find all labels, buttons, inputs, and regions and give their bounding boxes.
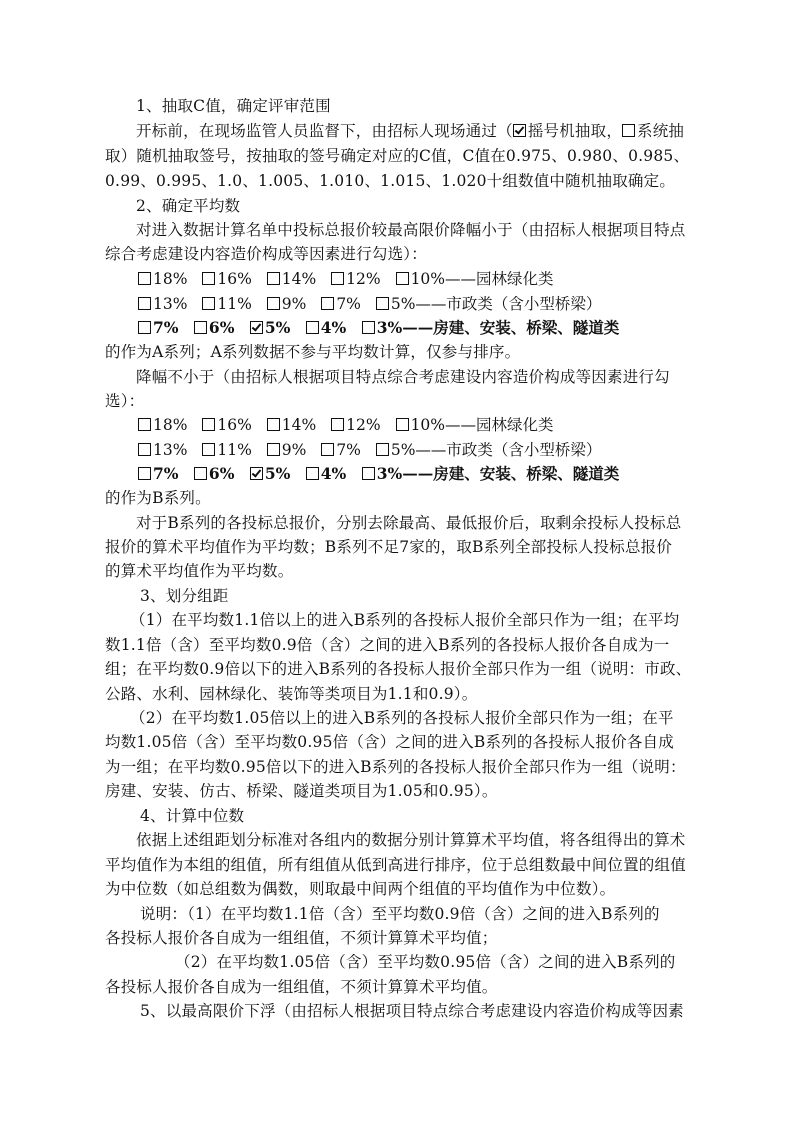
heading-3: 3、划分组距 bbox=[140, 587, 229, 605]
paragraph-line: 对于B系列的各投标总报价，分别去除最高、最低报价后，取剩余投标人投标总 bbox=[136, 514, 682, 532]
paragraph-line: 数1.1倍（含）至平均数0.9倍（含）之间的进入B系列的各投标人报价各自成为一 bbox=[105, 636, 670, 654]
paragraph-line: 0.99、0.995、1.0、1.005、1.010、1.015、1.020十组数值中随机抽取确定。 bbox=[105, 172, 676, 190]
checkbox[interactable] bbox=[306, 467, 319, 480]
option[interactable]: 12% bbox=[331, 269, 380, 289]
paragraph-line: 各投标人报价各自成为一组组值，不须计算算术平均值； bbox=[105, 929, 498, 947]
checkbox[interactable] bbox=[362, 321, 375, 334]
option[interactable]: 5% bbox=[250, 464, 291, 484]
checkbox[interactable] bbox=[267, 272, 280, 285]
option[interactable]: 18% bbox=[138, 269, 187, 289]
paragraph-line: 均数1.05倍（含）至平均数0.95倍（含）之间的进入B系列的各投标人报价各自成 bbox=[105, 733, 674, 751]
option-row-a3 bbox=[138, 318, 629, 338]
option[interactable]: 3%——房建、安装、桥梁、隧道类 bbox=[362, 464, 620, 484]
option[interactable]: 13% bbox=[138, 294, 187, 314]
option[interactable]: 13% bbox=[138, 440, 187, 460]
paragraph-line: 组；在平均数0.9倍以下的进入B系列的各投标人报价全部只作为一组（说明：市政、 bbox=[105, 660, 692, 678]
paragraph-line: 报价的算术平均值作为平均数；B系列不足7家的，取B系列全部投标人投标总报价 bbox=[105, 538, 673, 556]
checkbox[interactable] bbox=[138, 297, 151, 310]
paragraph-line: 依据上述组距划分标准对各组内的数据分别计算算术平均值，将各组得出的算术 bbox=[136, 831, 686, 849]
option[interactable]: 9% bbox=[267, 294, 307, 314]
heading-1: 1、抽取C值，确定评审范围 bbox=[136, 97, 331, 115]
paragraph-line: 各投标人报价各自成为一组组值，不须计算算术平均值。 bbox=[105, 978, 498, 996]
checkbox[interactable] bbox=[138, 443, 151, 456]
checkbox[interactable] bbox=[331, 418, 344, 431]
paragraph-line: 取）随机抽取签号，按抽取的签号确定对应的C值，C值在0.975、0.980、0.985、 bbox=[105, 147, 690, 165]
paragraph-line: 开标前，在现场监管人员监督下，由招标人现场通过（ 摇号机抽取， 系统抽 bbox=[136, 122, 685, 140]
option[interactable]: 5%——市政类（含小型桥梁） bbox=[376, 294, 602, 314]
heading-2: 2、确定平均数 bbox=[136, 197, 241, 215]
paragraph-line: 综合考虑建设内容造价构成等因素进行勾选）： bbox=[105, 245, 427, 263]
option[interactable]: 7% bbox=[321, 294, 361, 314]
checkbox[interactable] bbox=[138, 272, 151, 285]
heading-5: 5、以最高限价下浮（由招标人根据项目特点综合考虑建设内容造价构成等因素 bbox=[140, 1002, 684, 1020]
paragraph-line: 降幅不小于（由招标人根据项目特点综合考虑建设内容造价构成等因素进行勾 bbox=[136, 368, 670, 386]
option[interactable]: 7% bbox=[321, 440, 361, 460]
option[interactable]: 10%——园林绿化类 bbox=[396, 415, 554, 435]
paragraph-line: （2）在平均数1.05倍（含）至平均数0.95倍（含）之间的进入B系列的 bbox=[175, 953, 676, 971]
option[interactable]: 6% bbox=[194, 464, 235, 484]
paragraph-line: 房建、安装、仿古、桥梁、隧道类项目为1.05和0.95）。 bbox=[105, 782, 498, 800]
checkbox[interactable] bbox=[396, 418, 409, 431]
option[interactable]: 11% bbox=[202, 294, 251, 314]
checkbox[interactable] bbox=[267, 443, 280, 456]
checkbox-lottery-machine[interactable] bbox=[513, 124, 526, 137]
heading-4: 4、计算中位数 bbox=[140, 807, 245, 825]
checkbox[interactable] bbox=[138, 467, 151, 480]
paragraph-line: 平均值作为本组的组值，所有组值从低到高进行排序，位于总组数最中间位置的组值 bbox=[105, 856, 686, 874]
option[interactable]: 7% bbox=[138, 464, 179, 484]
paragraph-line: （1）在平均数1.1倍以上的进入B系列的各投标人报价全部只作为一组；在平均 bbox=[130, 611, 680, 629]
option[interactable]: 7% bbox=[138, 318, 179, 338]
checkbox[interactable] bbox=[202, 297, 215, 310]
paragraph-line: 的作为B系列。 bbox=[105, 489, 211, 507]
checkbox[interactable] bbox=[321, 443, 334, 456]
option[interactable]: 4% bbox=[306, 318, 347, 338]
checkbox[interactable] bbox=[138, 418, 151, 431]
paragraph-line: 的算术平均值作为平均数。 bbox=[105, 562, 294, 580]
option[interactable]: 4% bbox=[306, 464, 347, 484]
checkbox[interactable] bbox=[267, 418, 280, 431]
option[interactable]: 12% bbox=[331, 415, 380, 435]
option[interactable]: 9% bbox=[267, 440, 307, 460]
checkbox[interactable] bbox=[138, 321, 151, 334]
option[interactable]: 16% bbox=[202, 269, 251, 289]
checkbox[interactable] bbox=[321, 297, 334, 310]
checkbox[interactable] bbox=[306, 321, 319, 334]
checkbox-checked[interactable] bbox=[250, 467, 263, 480]
option[interactable]: 3%——房建、安装、桥梁、隧道类 bbox=[362, 318, 620, 338]
paragraph-line: 选）： bbox=[105, 392, 145, 410]
paragraph-line: 公路、水利、园林绿化、装饰等类项目为1.1和0.9）。 bbox=[105, 685, 478, 703]
paragraph-line: 对进入数据计算名单中投标总报价较最高限价降幅小于（由招标人根据项目特点 bbox=[136, 221, 686, 239]
option[interactable]: 11% bbox=[202, 440, 251, 460]
checkbox-system-draw[interactable] bbox=[622, 124, 635, 137]
option-row-a1 bbox=[138, 269, 564, 289]
checkbox[interactable] bbox=[331, 272, 344, 285]
option-row-b1 bbox=[138, 415, 564, 435]
option-row-a2 bbox=[138, 294, 611, 314]
checkbox[interactable] bbox=[194, 467, 207, 480]
paragraph-line: 的作为A系列；A系列数据不参与平均数计算，仅参与排序。 bbox=[105, 343, 521, 361]
option-row-b3 bbox=[138, 464, 629, 484]
option[interactable]: 14% bbox=[267, 415, 316, 435]
checkbox[interactable] bbox=[362, 467, 375, 480]
option[interactable]: 6% bbox=[194, 318, 235, 338]
option-row-b2 bbox=[138, 440, 611, 460]
checkbox[interactable] bbox=[376, 297, 389, 310]
checkbox[interactable] bbox=[194, 321, 207, 334]
option[interactable]: 18% bbox=[138, 415, 187, 435]
option[interactable]: 16% bbox=[202, 415, 251, 435]
checkbox[interactable] bbox=[202, 272, 215, 285]
checkbox-checked[interactable] bbox=[250, 321, 263, 334]
checkbox[interactable] bbox=[202, 418, 215, 431]
paragraph-line: 为中位数（如总组数为偶数，则取最中间两个组值的平均值作为中位数）。 bbox=[105, 880, 616, 898]
paragraph-line: 说明：（1）在平均数1.1倍（含）至平均数0.9倍（含）之间的进入B系列的 bbox=[140, 905, 660, 923]
checkbox[interactable] bbox=[376, 443, 389, 456]
option[interactable]: 5%——市政类（含小型桥梁） bbox=[376, 440, 602, 460]
paragraph-line: （2）在平均数1.05倍以上的进入B系列的各投标人报价全部只作为一组；在平 bbox=[130, 709, 674, 727]
paragraph-line: 为一组；在平均数0.95倍以下的进入B系列的各投标人报价全部只作为一组（说明： bbox=[105, 758, 686, 776]
option[interactable]: 5% bbox=[250, 318, 291, 338]
option[interactable]: 14% bbox=[267, 269, 316, 289]
option[interactable]: 10%——园林绿化类 bbox=[396, 269, 554, 289]
checkbox[interactable] bbox=[396, 272, 409, 285]
checkbox[interactable] bbox=[202, 443, 215, 456]
checkbox[interactable] bbox=[267, 297, 280, 310]
